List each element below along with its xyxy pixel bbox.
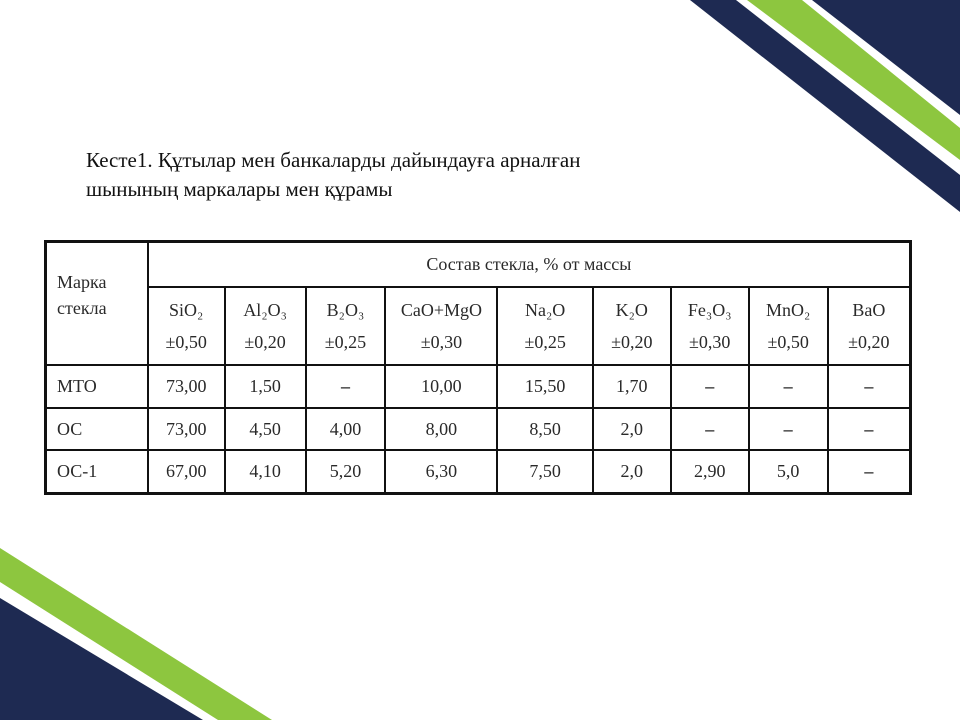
component-tolerance: ±0,25	[324, 332, 367, 352]
component-header-mno2	[749, 287, 828, 366]
cell-k2o: 1,70	[593, 365, 671, 408]
mark-header	[46, 242, 148, 366]
component-name: K₂O	[615, 300, 648, 320]
cell-al2o3: 4,50	[225, 408, 306, 451]
cell-fe3o3: –	[671, 408, 749, 451]
component-name: Fe₃O₃	[687, 300, 732, 320]
cell-bao: –	[828, 450, 911, 493]
component-tolerance: ±0,20	[244, 332, 286, 352]
cell-b2o3: –	[306, 365, 386, 408]
component-name: Na₂O	[525, 300, 566, 320]
cell-fe3o3: –	[671, 365, 749, 408]
caption-line-1: Кесте1. Құтылар мен банкаларды дайындауға арналған	[86, 148, 581, 172]
row-mark: МТО	[46, 365, 148, 408]
mark-header-line-1: Марка	[57, 272, 107, 292]
component-tolerance: ±0,20	[611, 332, 653, 352]
cell-cao-mgo: 8,00	[385, 408, 497, 451]
cell-k2o: 2,0	[593, 450, 671, 493]
cell-al2o3: 1,50	[225, 365, 306, 408]
caption-line-2: шынының маркалары мен құрамы	[86, 177, 393, 201]
component-tolerance: ±0,30	[420, 332, 463, 352]
cell-mno2: –	[749, 408, 828, 451]
component-header-fe3o3	[671, 287, 749, 366]
component-header-na2o	[497, 287, 592, 366]
cell-mno2: –	[749, 365, 828, 408]
row-mark: ОС	[46, 408, 148, 451]
component-tolerance: ±0,20	[848, 332, 890, 352]
table-caption	[86, 146, 706, 204]
component-header-al2o3	[225, 287, 306, 366]
cell-na2o: 15,50	[497, 365, 592, 408]
component-name: CaO+MgO	[400, 300, 482, 320]
cell-mno2: 5,0	[749, 450, 828, 493]
cell-na2o: 7,50	[497, 450, 592, 493]
component-header-k2o	[593, 287, 671, 366]
cell-sio2: 67,00	[148, 450, 225, 493]
table-row-mto	[46, 365, 911, 408]
cell-sio2: 73,00	[148, 365, 225, 408]
component-tolerance: ±0,30	[689, 332, 731, 352]
component-header-b2o3	[306, 287, 386, 366]
component-name: BaO	[852, 300, 886, 320]
component-name: B₂O₃	[326, 300, 365, 320]
composition-group-header: Состав стекла, % от массы	[148, 242, 911, 287]
component-header-sio2	[148, 287, 225, 366]
cell-b2o3: 4,00	[306, 408, 386, 451]
cell-cao-mgo: 10,00	[385, 365, 497, 408]
cell-bao: –	[828, 365, 911, 408]
component-name: MnO₂	[766, 300, 811, 320]
mark-header-line-2: стекла	[57, 298, 107, 318]
cell-cao-mgo: 6,30	[385, 450, 497, 493]
cell-b2o3: 5,20	[306, 450, 386, 493]
component-name: SiO₂	[169, 300, 204, 320]
component-tolerance: ±0,25	[524, 332, 566, 352]
row-mark: ОС-1	[46, 450, 148, 493]
table-row-os-1	[46, 450, 911, 493]
cell-k2o: 2,0	[593, 408, 671, 451]
cell-fe3o3: 2,90	[671, 450, 749, 493]
component-tolerance: ±0,50	[767, 332, 809, 352]
component-tolerance: ±0,50	[165, 332, 207, 352]
cell-al2o3: 4,10	[225, 450, 306, 493]
cell-na2o: 8,50	[497, 408, 592, 451]
component-header-cao-mgo	[385, 287, 497, 366]
cell-bao: –	[828, 408, 911, 451]
glass-composition-table	[44, 240, 912, 495]
cell-sio2: 73,00	[148, 408, 225, 451]
table-row-os	[46, 408, 911, 451]
component-header-bao	[828, 287, 911, 366]
component-name: Al₂O₃	[243, 300, 287, 320]
